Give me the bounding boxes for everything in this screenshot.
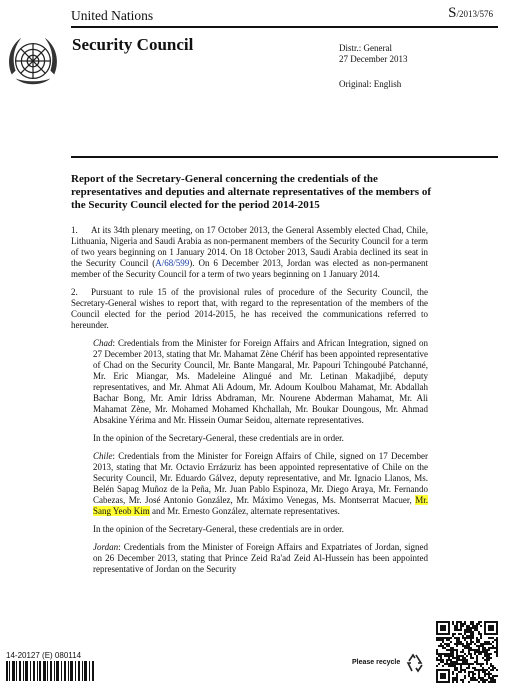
- report-title: Report of the Secretary-General concerning the credentials of the representatives and deputies and alternate representatives of the members of the Security Council elected for the period 2014-2015: [71, 173, 431, 211]
- symbol-main: S: [448, 5, 457, 21]
- original-language: Original: English: [339, 79, 402, 89]
- council-name: Security Council: [72, 35, 194, 54]
- job-number: 14-20127 (E) 080114: [6, 651, 82, 660]
- chile-credentials: Chile: Credentials from the Minister for Foreign Affairs of Chile, signed on 17 December 2013, stating that Mr. Octavio Errázuriz has been appointed representative of Chile on the Security Council, Mr. Eduardo Gálvez, deputy representative, and Mr. Ignacio Llanos, Ms. Belén Sapag Muñoz de la Peña, Mr. Juan Pablo Espinoza, Mr. Diego Araya, Mr. Fernando Cabezas, Mr. José Antonio González, Mr. Máximo Venegas, Ms. Montserrat Macuer, Mr. Sang Yeob Kim and Mr. Ernesto González, alternate representatives.: [93, 451, 428, 516]
- qr-code-icon: [436, 621, 498, 683]
- distribution-block: [339, 43, 407, 65]
- country-label: Chad: [93, 338, 113, 348]
- document-symbol: [448, 5, 493, 22]
- country-label: Chile: [93, 451, 113, 461]
- distribution: Distr.: General: [339, 43, 392, 53]
- document-date: 27 December 2013: [339, 54, 408, 64]
- paragraph-2: 2. Pursuant to rule 15 of the provisional rules of procedure of the Security Council, the Secretary-General wishes to report that, with regard to the representation of the members of the Council elected for the period 2014-2015, he has received the communications referred to hereunder.: [71, 287, 428, 330]
- document-link[interactable]: A/68/599: [155, 258, 190, 268]
- org-name: United Nations: [71, 8, 154, 23]
- un-emblem-icon: [4, 32, 62, 90]
- recycle-note: Please recycle: [352, 659, 401, 666]
- barcode-icon: [6, 661, 96, 681]
- recycle-icon: [406, 653, 426, 673]
- opinion-chad: In the opinion of the Secretary-General, these credentials are in order.: [93, 433, 344, 443]
- paragraph-1: 1. At its 34th plenary meeting, on 17 October 2013, the General Assembly elected Chad, Chile, Lithuania, Nigeria and Saudi Arabia as non-permanent members of the Security Council for a term of two years beginning on 1 January 2014. On 18 October 2013, Saudi Arabia declined its seat in the Security Council (A/68/599). On 6 December 2013, Jordan was elected as non-permanent member of the Security Council for a term of two years beginning on 1 January 2014.: [71, 225, 429, 279]
- chad-credentials: Chad: Credentials from the Minister for Foreign Affairs and African Integration, signed on 27 December 2013, stating that Mr. Mahamat Zène Chérif has been appointed representative of Chad on the Security Council, Mr. Bante Mangaral, Mr. Papouri Tchingoubé Patchanné, Mr. Eric Miangar, Ms. Madeleine Alingué and Mr. Letinan Makadjibé, deputy representatives, and Mr. Ahmat Ali Adoum, Mr. Adoum Koulbou Mahamat, Mr. Abdallah Bachar Bong, Mr. Amir Idriss Abdraman, Mr. Nourene Abderman Mahamat, Mr. Ali Mahamat Zène, Mr. Mohamed Mohamed Khchallah, Mr. Boukar Doungous, Mr. Ahmad Absakine Yérima and Mr. Hissein Oumar Seidou, alternate representatives.: [93, 338, 428, 425]
- country-label: Jordan: [93, 542, 119, 552]
- symbol-rest: /2013/576: [456, 9, 493, 19]
- report-body: [71, 225, 428, 582]
- opinion-chile: In the opinion of the Secretary-General, these credentials are in order.: [93, 524, 344, 534]
- section-rule: [71, 156, 498, 158]
- jordan-credentials: Jordan: Credentials from the Minister of Foreign Affairs and Expatriates of Jordan, signed on 26 December 2013, stating that Prince Zeid Ra'ad Zeid Al-Hussein has been appointed representative of Jordan on the Security: [93, 542, 428, 574]
- highlighted-name: Mr. Sang Yeob Kim: [93, 495, 428, 516]
